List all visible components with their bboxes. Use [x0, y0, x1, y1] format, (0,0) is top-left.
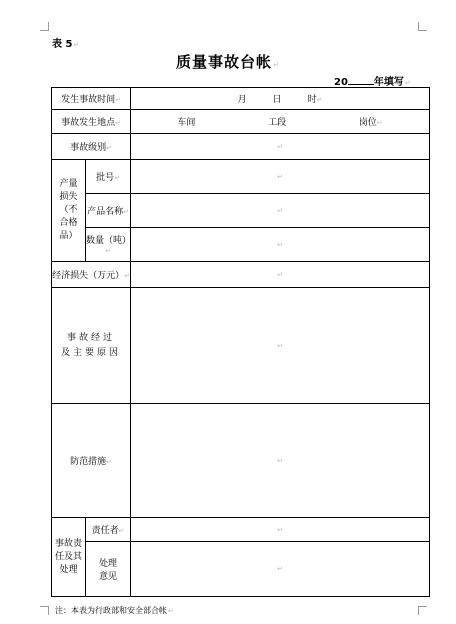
label-accident-level: 事故级别↵: [52, 134, 131, 160]
label-accident-time: 发生事故时间↵: [52, 88, 131, 110]
row-batch-number: [52, 160, 430, 194]
year-blank[interactable]: [348, 75, 374, 85]
label-responsibility: 事故责任及其处理: [52, 518, 86, 597]
field-economic-loss[interactable]: ↵: [131, 262, 430, 288]
label-batch-number: 批号↵: [86, 160, 131, 194]
label-accident-process: 事故经过 及主要原因: [52, 288, 131, 404]
field-product-name[interactable]: ↵: [131, 194, 430, 228]
row-accident-time: [52, 88, 430, 110]
label-product-name: 产品名称↵: [86, 194, 131, 228]
document-title: 质量事故台帐↵: [176, 53, 280, 71]
field-responsible-person[interactable]: ↵: [131, 518, 430, 542]
row-accident-level: [52, 134, 430, 160]
post-label: 岗位↵: [358, 118, 383, 128]
row-accident-process: [52, 288, 430, 404]
section-label: 工段: [268, 118, 287, 128]
row-handling-opinion: [52, 542, 430, 597]
workshop-label: 车间: [177, 118, 196, 128]
row-economic-loss: [52, 262, 430, 288]
label-accident-location: 事故发生地点↵: [52, 110, 131, 134]
label-economic-loss: 经济损失（万元）↵: [52, 262, 131, 288]
field-accident-process[interactable]: ↵: [131, 288, 430, 404]
label-product-loss: 产量损失（不合格品）: [52, 160, 86, 262]
row-accident-location: [52, 110, 430, 134]
field-accident-time[interactable]: [131, 88, 430, 110]
footer-note: 注：本表为行政部和安全部合帐↵: [55, 606, 174, 615]
hour-label: 时↵: [307, 95, 323, 105]
quality-accident-ledger-table: [51, 87, 430, 597]
label-responsible-person: 责任者↵: [86, 518, 131, 542]
label-prevention: 防范措施↵: [52, 404, 131, 518]
field-accident-level[interactable]: ↵: [131, 134, 430, 160]
month-label: 月: [237, 95, 247, 105]
field-handling-opinion[interactable]: ↵: [131, 542, 430, 597]
margin-corner-top-right: [418, 22, 427, 31]
label-handling-opinion: 处理 意见: [86, 542, 131, 597]
day-label: 日: [272, 95, 282, 105]
table-number-label: 表 5↵: [52, 39, 80, 50]
margin-corner-bottom-right: [418, 606, 427, 615]
row-quantity: [52, 228, 430, 262]
field-prevention[interactable]: ↵: [131, 404, 430, 518]
label-quantity: 数量（吨）↵: [86, 228, 131, 262]
margin-corner-top-left: [40, 22, 49, 31]
field-accident-location[interactable]: [131, 110, 430, 134]
field-quantity[interactable]: ↵: [131, 228, 430, 262]
row-product-name: [52, 194, 430, 228]
row-prevention: [52, 404, 430, 518]
year-fill-line: 20 年填写↵: [334, 77, 411, 88]
row-responsible: [52, 518, 430, 542]
margin-corner-bottom-left: [40, 606, 49, 615]
field-batch-number[interactable]: ↵: [131, 160, 430, 194]
